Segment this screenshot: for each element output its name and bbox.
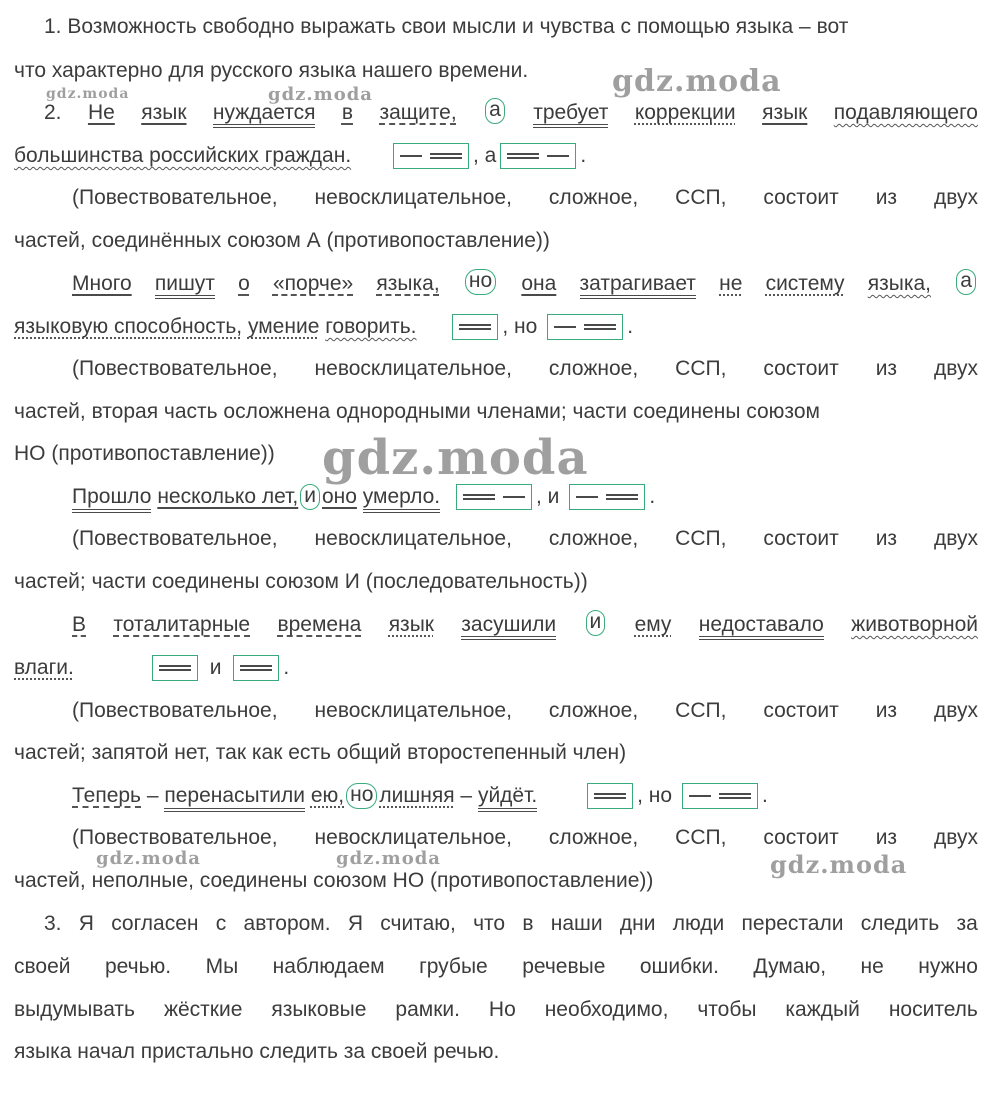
word: оно [321,485,357,508]
scheme-end: . [283,656,290,680]
word: требует [533,98,608,128]
text: большинства российских граждан. [14,144,352,167]
word: речью. [104,955,172,978]
s5-line-1 [72,781,978,811]
word: языковые [271,998,367,1021]
word: двух [934,527,978,550]
sentence-scheme [152,653,290,683]
p2-line-2 [14,141,978,171]
word: Я [347,912,364,935]
scheme-separator: и [209,656,222,680]
predicate-mark [584,324,616,330]
word: языка, [376,272,440,295]
word: (Повествовательное, [72,527,278,550]
word: согласен [111,912,199,935]
word: двух [934,186,978,209]
word: Много [72,272,132,295]
word: из [875,699,898,722]
word: из [875,357,898,380]
word: несколько лет, [157,485,299,508]
scheme-separator: , а [473,144,497,168]
watermark: gdz.moda [612,64,782,99]
word: сложное, [548,357,639,380]
subject-mark [503,496,525,498]
subject-mark [576,496,598,498]
sentence-scheme [456,482,655,512]
predicate-mark [507,153,539,159]
text: умение [247,315,320,338]
word: автором. [243,912,331,935]
word: пишут [155,269,215,299]
word: невосклицательное, [314,357,512,380]
word: лишняя [379,784,455,807]
word: сложное, [548,527,639,550]
p1-line-1: 1. Возможность свободно выражать свои мысли и чувства с помощью языка – вот [44,15,849,38]
s2-line-2 [14,312,978,342]
word: двух [934,826,978,849]
s4-desc-1 [72,696,978,726]
word: Мы [205,955,239,978]
word: своей [14,955,71,978]
s3-line-1 [72,482,978,512]
word: (Повествовательное, [72,186,278,209]
s2-desc-2: частей, вторая часть осложнена однородными членами; части соединены союзом [14,400,820,423]
word: 3. [44,912,62,935]
word: тоталитарные [113,613,251,636]
scheme-box [569,484,645,510]
word: ошибки. [639,955,719,978]
word: наши [550,912,603,935]
scheme-separator: , но [502,315,538,339]
predicate-mark [594,793,626,799]
subject-mark [400,155,422,157]
scheme-box [682,783,758,809]
scheme-box [393,143,469,169]
word: в [522,912,534,935]
word: невосклицательное, [314,527,512,550]
scheme-end: . [649,485,656,509]
word: (Повествовательное, [72,826,278,849]
word: носитель [888,998,978,1021]
s4-line-1 [72,610,978,640]
word: нуждается [213,98,316,128]
word: перестали [741,912,844,935]
word: сложное, [548,699,639,722]
predicate-mark [240,665,272,671]
word: Думаю, [753,955,827,978]
word: подавляющего [833,101,978,124]
word: из [875,826,898,849]
word: уйдёт. [478,784,537,812]
word: язык [388,613,434,636]
subject-mark [554,326,576,328]
sentence-scheme [587,781,768,811]
word: защите, [379,101,457,124]
word: наблюдаем [272,955,385,978]
word: язык [141,101,187,124]
word: из [875,527,898,550]
word: Но [488,998,516,1021]
word: языка, [867,272,931,295]
sentence-scheme [452,312,633,342]
conjunction-circle: и [300,484,320,510]
word: люди [672,912,725,935]
p2-desc-1 [72,183,978,213]
word: необходимо, [544,998,669,1021]
word: ею, [310,784,345,807]
p3-line-1 [44,909,978,939]
word: двух [934,699,978,722]
subject-mark [547,155,569,157]
text: языковую способность, [14,315,243,338]
word: состоит [763,527,839,550]
word: о [238,272,250,295]
word: – [460,784,473,807]
word: перенасытили [164,784,305,812]
p3-line-2 [14,952,978,982]
p2-desc-2: частей, соединённых союзом А (противопоставление)) [14,229,550,252]
word: ССП, [675,527,727,550]
word: ССП, [675,186,727,209]
word: состоит [763,357,839,380]
subject-mark [689,795,711,797]
scheme-box [456,484,532,510]
word: за [956,912,978,935]
word: «порче» [272,272,354,295]
word: времена [277,613,362,636]
word: Прошло [72,485,151,513]
word: ССП, [675,826,727,849]
watermark: gdz.moda [336,848,441,869]
text: влаги. [14,656,74,679]
word: – [146,784,159,807]
s4-desc-2: частей; запятой нет, так как есть общий второстепенный член) [14,741,627,764]
scheme-box [452,314,498,340]
word: сложное, [548,826,639,849]
watermark: gdz.moda [96,848,201,869]
predicate-mark [159,665,191,671]
word: Теперь [72,784,141,807]
word: невосклицательное, [314,186,512,209]
word: состоит [763,699,839,722]
word: систему [765,272,845,295]
watermark: gdz.moda [268,84,373,105]
word: животворной [851,613,978,636]
word: с [215,912,227,935]
predicate-mark [606,494,638,500]
word: язык [762,101,808,124]
s2-line-1 [72,269,978,299]
word: дни [619,912,656,935]
word: не [719,272,743,295]
word: из [875,186,898,209]
conjunction-circle: но [346,783,377,809]
word: невосклицательное, [314,826,512,849]
word: ему [634,613,672,636]
word: засушили [461,610,556,640]
word: недоставало [699,610,824,640]
s4-line-2 [14,653,978,683]
conjunction-circle: и [586,610,606,636]
scheme-end: . [762,784,768,808]
scheme-separator: , но [637,784,673,808]
predicate-mark [459,324,491,330]
s2-desc-1 [72,354,978,384]
word: умерло. [363,485,440,513]
p1-line-2: что характерно для русского языка нашего времени. [14,59,529,82]
word: нужно [918,955,978,978]
word: считаю, [380,912,456,935]
scheme-box [587,783,633,809]
watermark: gdz.moda [322,430,589,486]
word: грубые [419,955,488,978]
predicate-mark [719,793,751,799]
scheme-box [233,655,279,681]
word: Я [78,912,94,935]
p2-number: 2. [44,101,62,124]
s2-desc-3: НО (противопоставление)) [14,442,275,465]
word: (Повествовательное, [72,699,278,722]
scheme-box [500,143,576,169]
word: двух [934,357,978,380]
predicate-mark [430,153,462,159]
scheme-box [547,314,623,340]
word: каждый [785,998,860,1021]
word: в [341,101,354,124]
word: В [72,613,87,636]
conjunction-circle: а [956,269,976,295]
word: невосклицательное, [314,699,512,722]
s3-desc-2: частей; части соединены союзом И (последовательность)) [14,570,588,593]
s5-desc-2: частей, неполные, соединены союзом НО (противопоставление)) [14,869,654,892]
word: сложное, [548,186,639,209]
word: она [521,272,557,295]
s5-desc-1 [72,823,978,853]
word: жёсткие [163,998,243,1021]
p2-line-1 [44,98,978,128]
p3-line-3 [14,995,978,1025]
predicate-mark [463,494,495,500]
word: состоит [763,826,839,849]
word: ССП, [675,357,727,380]
scheme-end: . [580,144,587,168]
word: рамки. [395,998,460,1021]
word: затрагивает [580,269,696,299]
conjunction-circle: но [465,269,496,295]
watermark: gdz.moda [46,86,130,102]
word: Не [87,101,115,124]
word: состоит [763,186,839,209]
word: коррекции [634,101,736,124]
watermark: gdz.moda [770,850,908,879]
word: выдумывать [14,998,135,1021]
text: говорить. [325,315,417,338]
sentence-scheme [393,141,586,171]
word: что [473,912,506,935]
conjunction-circle: а [485,98,505,124]
scheme-separator: , и [535,485,560,509]
word: (Повествовательное, [72,357,278,380]
p3-line-4: языка начал пристально следить за своей речью. [14,1040,500,1063]
scheme-box [152,655,198,681]
word: не [860,955,884,978]
word: чтобы [697,998,757,1021]
word: следить [860,912,940,935]
s3-desc-1 [72,524,978,554]
word: речевые [522,955,606,978]
word: ССП, [675,699,727,722]
scheme-end: . [627,315,634,339]
